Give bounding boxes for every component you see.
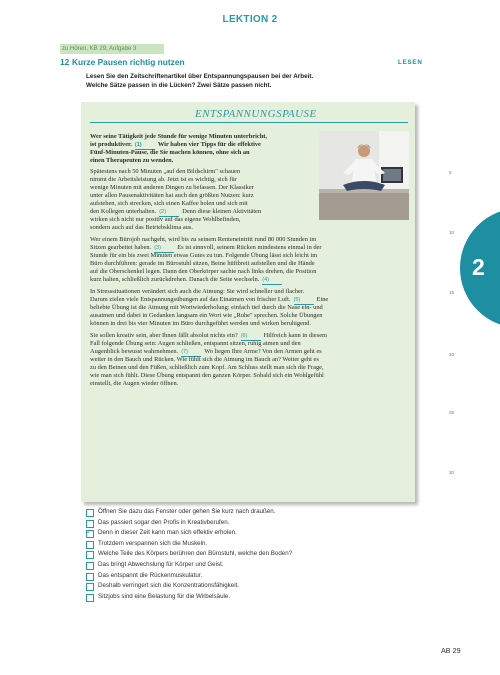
article-text: Wir haben vier Tipps für die effektive [157, 141, 261, 148]
article-text: Es ist sinnvoll, seinem Rücken mindestens einmal in der [177, 244, 322, 251]
article-text: können in drei bis vier Minuten im Büro durchgeführt werden und wirken beruhigend. [90, 320, 311, 327]
option-label: Trotzdem verspannen sich die Muskeln. [98, 539, 208, 547]
article-text: sondern auch auf das Betriebsklima aus. [90, 224, 193, 231]
exercise-number: 12 [60, 57, 70, 67]
meditating-woman-illustration [319, 131, 409, 220]
checkbox[interactable] [86, 551, 94, 559]
article-text: Stunde für ein bis zwei Minuten etwas Gutes zu tun. Folgende Übung lässt sich leicht im [90, 252, 318, 259]
option-label: Das bringt Abwechslung für Körper und Geist. [98, 561, 224, 568]
option-label: Sitzjobs sind eine Belastung für die Wirbelsäule. [98, 592, 231, 600]
gap-blank[interactable]: (1) [135, 141, 155, 150]
article-line [90, 288, 304, 296]
page-number: AB 29 [441, 646, 461, 655]
article-text: Wer einem Bürojob nachgeht, wird bis zu seinem Renteneintritt rund 80 000 Stunden im [90, 236, 317, 243]
article-line [90, 304, 323, 312]
article-line [90, 268, 316, 276]
article-line [90, 260, 315, 268]
cross-reference-tag: zu Hören, KB 29, Aufgabe 3 [60, 44, 164, 54]
article-text: Sie sollen kreativ sein, aber Ihnen fällt absolut nichts ein? [90, 332, 238, 339]
option-label: Das entspannt die Rückenmuskulatur. [98, 571, 203, 579]
article-line [90, 320, 311, 328]
article-line [90, 184, 254, 192]
option-label: Deshalb verringert sich die Konzentrationsfähigkeit. [98, 582, 240, 590]
article-text: Darum zielen viele Entspannungsübungen auf das Einatmen von frischer Luft. [90, 296, 291, 303]
article-line [90, 356, 319, 364]
article-line [90, 149, 250, 157]
option-label: Öffnen Sie dazu das Fenster oder gehen Sie kurz nach draußen. [98, 508, 276, 515]
instruction-line: Lesen Sie den Zeitschriftenartikel über Entspannungspausen bei der Arbeit. [86, 73, 314, 80]
gap-blank[interactable]: (7) [181, 348, 201, 357]
article-text: einstellt, die Augen wieder öffnen. [90, 380, 179, 387]
checkbox[interactable] [86, 541, 94, 549]
option-label: Denn in dieser Zeit kann man sich effektiv erholen. [98, 529, 237, 537]
gap-blank[interactable]: (3) [154, 244, 174, 253]
checkbox[interactable] [86, 594, 94, 602]
article-text: wie man sich fühlt. Diese Übung entspannt den ganzen Körper. Sobald sich ein Wohlgefühl [90, 372, 324, 379]
checkbox[interactable] [86, 583, 94, 591]
article-text: wirken sich nicht nur positiv auf das eigene Wohlbefinden, [90, 216, 241, 223]
article-line [90, 168, 240, 176]
checkbox[interactable] [86, 573, 94, 581]
option-label: Welche Teile des Körpers berühren den Bürostuhl, welche den Boden? [98, 550, 293, 558]
article-line [90, 236, 316, 244]
exercise-title: Kurze Pausen richtig nutzen [72, 57, 185, 67]
article-text: kurz halten, schließlich zurückdrehen. Danach die Seite wechseln. [90, 276, 260, 283]
article-text: In Stresssituationen verändert sich auch die Atmung: Sie wird schneller und flacher. [90, 288, 305, 295]
article-title: ENTSPANNUNGSPAUSE [195, 108, 317, 120]
article-line [90, 133, 267, 141]
checkbox[interactable] [86, 562, 94, 570]
article-text: wenige Minuten mit anderen Dingen zu befassen. Der Klassiker [90, 184, 254, 191]
article-line [90, 216, 240, 224]
article-text: Büro durchführen: gerade im Bürostuhl sitzen, Beine hüftbreit aufstellen und die Hände [90, 260, 315, 267]
article-text: Denn diese kleinen Aktivitäten [182, 208, 262, 215]
option-label: Das passiert sogar den Profis in Kreativberufen. [98, 518, 230, 526]
article-text: beliebte Übung ist die Atmung mit Wortwiederholung: einfach tief durch die Nase ein- und [90, 304, 323, 311]
line-number: 25 [449, 410, 455, 415]
article-text: einen Therapeuten zu wenden. [90, 157, 174, 164]
article-text: nimmt die Arbeitsleistung ab. Jetzt ist es wichtig, sich für [90, 176, 237, 183]
article-line [90, 312, 323, 320]
article-line [90, 157, 173, 165]
skill-label: LESEN [398, 59, 423, 66]
article-text: Wer seine Tätigkeit jede Stunde für wenige Minuten unterbricht, [90, 133, 267, 140]
article-text: Hilfreich kann in diesem [263, 332, 328, 339]
article-text: den Kollegen unterhalten. [90, 208, 157, 215]
article-line [90, 340, 301, 348]
article-text: Fünf-Minuten-Pause, die Sie machen können, ohne sich an [90, 149, 250, 156]
article-line [90, 176, 237, 184]
article-text: Augenblick bewusst wahrnehmen. [90, 348, 179, 355]
article-line [90, 200, 248, 208]
gap-blank[interactable]: (6) [241, 332, 261, 341]
gap-blank[interactable]: (2) [159, 208, 179, 217]
article-text: unter allen Pausenaktivitäten hat auch den größten Nutzen: kurz [90, 192, 254, 199]
article-line [90, 276, 283, 285]
checkbox[interactable] [86, 509, 94, 517]
article-text: zu den Beinen und den Füßen, schließlich zum Kopf. Am Schluss stellt man sich die Frage, [90, 364, 324, 371]
checkbox[interactable] [86, 520, 94, 528]
article-text: Spätestens nach 50 Minuten „auf den Bildschirm" schauen [90, 168, 241, 175]
chapter-number: 2 [472, 254, 485, 280]
line-number: 15 [449, 290, 455, 295]
gap-blank[interactable]: (4) [262, 276, 282, 285]
article-text: ausatmen und dabei in Gedanken langsam ein Wort wie „Ruhe" sprechen. Solche Übungen [90, 312, 323, 319]
line-number: 5 [449, 170, 452, 175]
article-text: weiter in den Bauch und Rücken. Wie fühlt sich die Atmung im Bauch an? Weiter geht es [90, 356, 319, 363]
check-mark-icon: ✓ [86, 529, 92, 537]
article-text: Sitzen gearbeitet haben. [90, 244, 152, 251]
line-number: 30 [449, 470, 455, 475]
gap-blank[interactable]: (5) [294, 296, 314, 305]
article-line [90, 364, 324, 372]
instruction-line: Welche Sätze passen in die Lücken? Zwei Sätze passen nicht. [86, 82, 272, 89]
article-text: auf die Oberschenkel legen. Dann den Oberkörper sachte nach links drehen, die Position [90, 268, 317, 275]
article-line [90, 224, 193, 232]
article-text: aufstehen, sich strecken, sich einen Kaffee holen und sich mit [90, 200, 248, 207]
article-text: Eine [316, 296, 329, 303]
lektion-header: LEKTION 2 [222, 14, 278, 25]
article-line [90, 372, 324, 380]
line-number: 20 [449, 352, 455, 357]
line-number: 10 [449, 230, 455, 235]
article-text: Fall folgende Übung sein: Augen schließen, entspannt sitzen, ruhig atmen und den [90, 340, 301, 347]
office-photo [319, 131, 409, 220]
article-line [90, 252, 317, 260]
article-line [90, 380, 178, 388]
article-text: Wo liegen Ihre Arme? Von den Armen geht es [204, 348, 322, 355]
article-line [90, 192, 254, 200]
title-divider [90, 122, 408, 123]
article-text: ist produktiver. [90, 141, 132, 148]
